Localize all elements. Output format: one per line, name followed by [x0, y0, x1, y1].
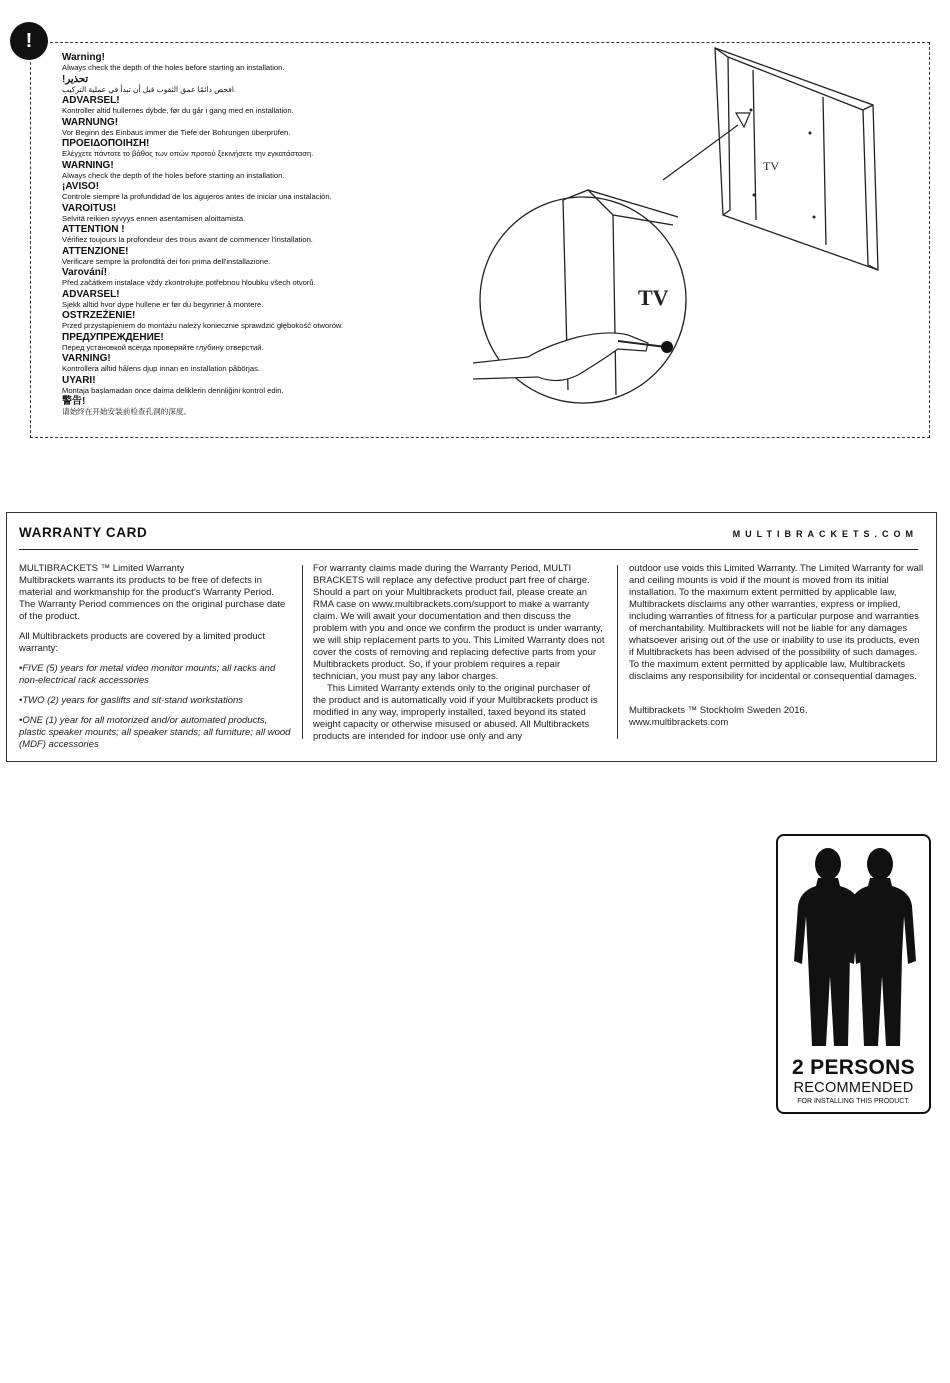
warning-heading: ADVARSEL! — [62, 95, 120, 106]
warning-text: Перед установкой всегда проверяйте глубину отверстий. — [62, 342, 264, 352]
company-line: Multibrackets ™ Stockholm Sweden 2016. — [629, 705, 808, 716]
warranty-intro: Multibrackets warrants its products to be free of defects in material and workmanship for the product’s Warranty Period. The Warranty Period commences on the original purchase date of the product. — [19, 575, 286, 622]
tv-panel-icon — [715, 48, 878, 270]
warning-item — [62, 310, 462, 332]
column-divider — [617, 565, 618, 739]
exclamation-icon: ! — [10, 22, 48, 60]
warning-list — [62, 52, 462, 418]
warning-heading: ADVARSEL! — [62, 288, 120, 300]
warning-text: Ελέγχετε πάντοτε το βάθος των οπών προτού ξεκινήσετε την εγκατάσταση. — [62, 149, 314, 158]
warning-item — [62, 117, 462, 139]
warning-item — [62, 375, 462, 397]
warning-item — [62, 203, 462, 225]
warranty-heading: MULTIBRACKETS ™ Limited Warranty — [19, 563, 185, 574]
warning-text: Selvitä reikien syvyys ennen asentamisen aloittamista. — [62, 213, 246, 223]
divider — [19, 549, 918, 550]
warning-heading: ATTENTION ! — [62, 224, 125, 235]
warning-text: Vor Beginn des Einbaus immer die Tiefe der Bohrungen überprüfen. — [62, 127, 291, 137]
warning-item — [62, 396, 462, 418]
warning-item — [62, 246, 462, 268]
two-persons-icon — [778, 836, 929, 1051]
warning-item — [62, 52, 462, 74]
site-url: MULTIBRACKETS.COM — [732, 529, 918, 539]
warning-text: Always check the depth of the holes before starting an installation. — [62, 63, 285, 72]
persons-recommended: RECOMMENDED — [793, 1080, 914, 1096]
warning-text: Przed przystąpieniem do montażu należy koniecznie sprawdzić głębokość otworów. — [62, 321, 344, 330]
warning-item — [62, 138, 462, 160]
warning-text: Verificare sempre la profondità dei fori prima dell'installazione. — [62, 256, 271, 266]
warning-text: Kontrollera alltid hålens djup innan en installation påbörjas. — [62, 364, 260, 373]
warranty-column-1 — [19, 563, 291, 751]
warning-item — [62, 160, 462, 182]
warning-text: Controle siempre la profundidad de los agujeros antes de iniciar una instalación. — [62, 192, 332, 201]
list-item: •FIVE (5) years for metal video monitor mounts; all racks and non-electrical rack accessories — [19, 663, 276, 686]
two-persons-badge — [776, 834, 931, 1114]
warning-heading: 警告! — [62, 396, 86, 407]
warning-heading: ПРЕДУПРЕЖДЕНИЕ! — [62, 331, 164, 343]
warning-heading: WARNING! — [62, 159, 114, 171]
warning-item — [62, 95, 462, 117]
warning-heading: ¡AVISO! — [62, 181, 100, 192]
warning-heading: OSTRZEŻENIE! — [62, 310, 136, 321]
hole-dot — [661, 341, 673, 353]
tv-label-small: TV — [763, 159, 779, 173]
persons-count: 2 PERSONS — [792, 1056, 915, 1079]
warning-item — [62, 74, 462, 96]
warning-text: Sjekk alltid hvor dype hullene er før du begynner å montere. — [62, 299, 264, 309]
warning-heading: VARNING! — [62, 353, 111, 364]
warning-text: 请始终在开始安装前检查孔洞的深度。 — [62, 407, 192, 416]
warning-heading: ATTENZIONE! — [62, 245, 129, 257]
warning-text: Vérifiez toujours la profondeur des trous avant de commencer l'installation. — [62, 235, 313, 244]
warning-item — [62, 353, 462, 375]
warning-heading: Varování! — [62, 267, 108, 278]
list-item: •TWO (2) years for gaslifts and sit-stand workstations — [19, 695, 244, 706]
warranty-title: WARRANTY CARD — [19, 525, 148, 540]
warning-item — [62, 224, 462, 246]
warning-item — [62, 267, 462, 289]
tv-label-large: TV — [638, 285, 669, 310]
drilling-illustration — [468, 45, 898, 410]
warning-text: افحص دائمًا عمق الثقوب قبل أن تبدأ في عملية التركيب. — [62, 84, 237, 94]
warning-heading: ΠΡΟΕΙΔΟΠΟΙΗΣΗ! — [62, 138, 150, 149]
list-item: •ONE (1) year for all motorized and/or automated products, plastic speaker mounts; all speaker stands; all furniture; all wood (MDF) accessories — [19, 715, 291, 750]
warning-text: Kontroller altid hullernes dybde, før du går i gang med en installation. — [62, 106, 294, 115]
warning-heading: UYARI! — [62, 374, 96, 386]
warning-heading: Warning! — [62, 52, 105, 63]
warning-text: Před začátkem instalace vždy zkontrolujte potřebnou hloubku všech otvorů. — [62, 278, 316, 287]
warning-text: Montaja başlamadan önce daima deliklerin derinliğini kontrol edin. — [62, 385, 284, 395]
warning-heading: !تحذير — [62, 73, 89, 85]
warning-item — [62, 289, 462, 311]
warranty-column-2 — [313, 563, 605, 743]
coverage-heading: All Multibrackets products are covered by a limited product warranty: — [19, 631, 266, 654]
persons-caption: FOR INSTALLING THIS PRODUCT. — [797, 1098, 910, 1105]
warranty-column-3 — [629, 563, 925, 729]
disclaimer-paragraph: outdoor use voids this Limited Warranty. The Limited Warranty for wall and ceiling mounts is void if the mount is moved from its initial installation. To the maximum extent permitted by applicable law, Multibrackets disclaims any other warranties, express or implied, including warranties of fitness for a particular purpose and warranties of merchantability. Multibrackets will not be liable for any damages whatsoever arising out of the use or inability to use its products, even if Multibrackets has been advised of the possibility of such damages. To the maximum extent permitted by applicable law, Multibrackets disclaims any responsibility for incidental or consequential damages. — [629, 563, 924, 682]
purchaser-paragraph: This Limited Warranty extends only to the original purchaser of the product and is automatically void if your Multibrackets product is modified in any way, improperly installed, taxed beyond its stated weight capacity or otherwise misused or abused. All Multibrackets products are intended for indoor use only and any — [313, 683, 598, 742]
warning-heading: VAROITUS! — [62, 202, 117, 214]
column-divider — [302, 565, 303, 739]
warning-item — [62, 181, 462, 203]
claims-paragraph: For warranty claims made during the Warranty Period, MULTI BRACKETS will replace any defective product part free of charge. Should a part on your Multibrackets product fail, please create an RMA case on www.multibrackets.com/support to make a warranty claim. We will await your documentation and then discuss the problem with you and once we confirm the product is under warranty, we will ship replacement parts to you. This Limited Warranty does not cover the costs of removing and replacing defective parts from your Multibrackets product. So, if your problem requires a repair technician, you must pay any labor charges. — [313, 563, 605, 682]
warning-text: Always check the depth of the holes before starting an installation. — [62, 170, 285, 180]
warning-item — [62, 332, 462, 354]
warning-heading: WARNUNG! — [62, 116, 119, 128]
hand-icon — [473, 333, 648, 381]
company-url: www.multibrackets.com — [629, 717, 729, 728]
warranty-card — [6, 512, 937, 762]
